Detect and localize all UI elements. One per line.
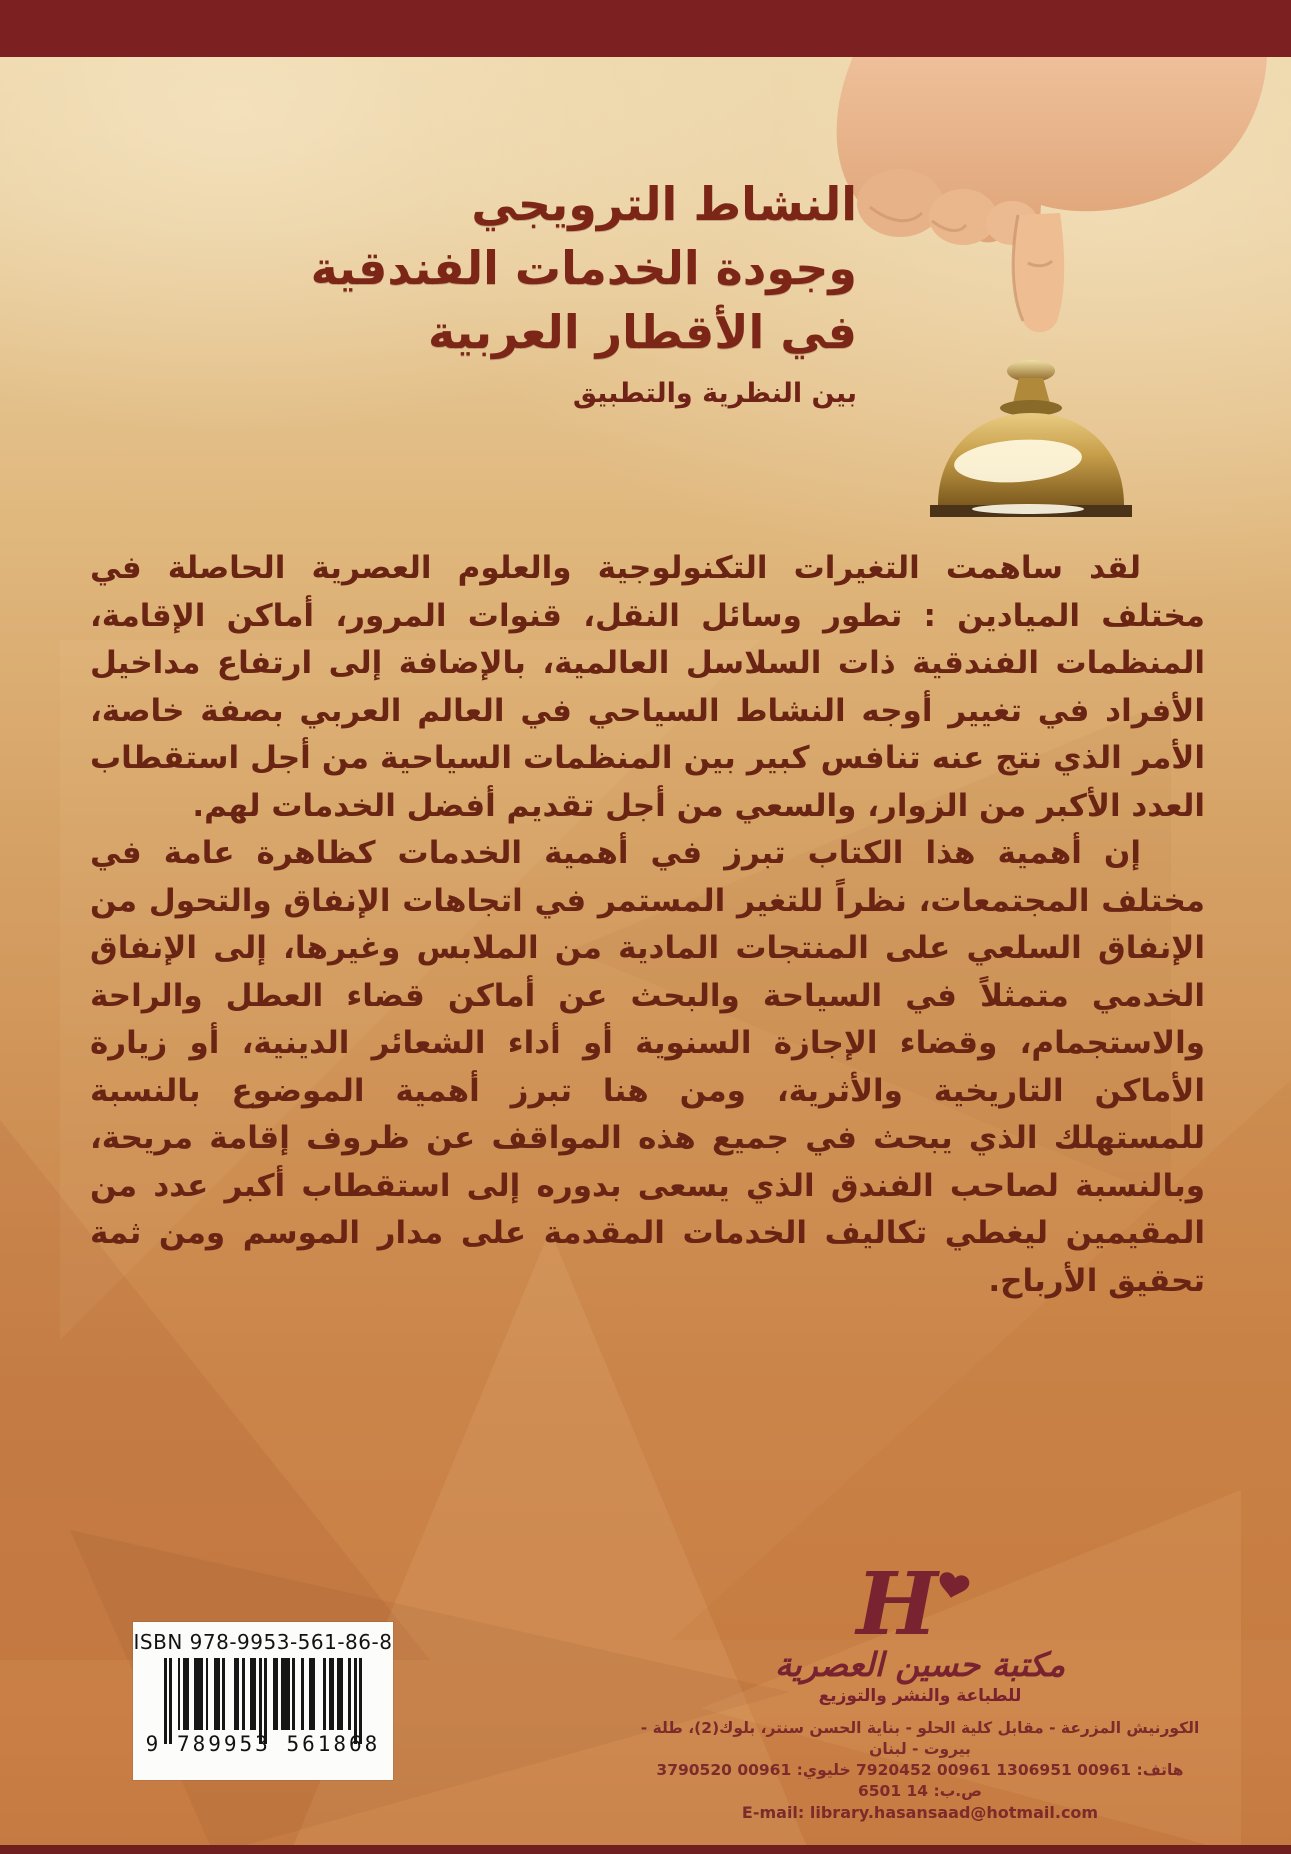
publisher-name: مكتبة حسين العصرية bbox=[774, 1645, 1066, 1684]
heart-icon bbox=[936, 1571, 970, 1601]
blurb-paragraph-2: إن أهمية هذا الكتاب تبرز في أهمية الخدمات كظاهرة عامة في مختلف المجتمعات، نظراً للتغير المستمر في اتجاهات الإنفاق والتحول من الإنفاق السلعي على المنتجات المادية من الملابس وغيرها، إلى الإنفاق الخدمي متمثلاً في السياحة والبحث عن أماكن قضاء العطل والراحة والاستجمام، وقضاء الإجازة السنوية أو أداء الشعائر الدينية، أو زيارة الأماكن التاريخية والأثرية، ومن هنا تبرز أهمية الموضوع بالنسبة للمستهلك الذي يبحث في جميع هذه المواقف عن ظروف إقامة مريحة، وبالنسبة لصاحب الفندق الذي يسعى بدوره إلى استقطاب أكبر عدد من المقيمين ليغطي تكاليف الخدمات المقدمة على مدار الموسم ومن ثمة تحقيق الأرباح. bbox=[90, 835, 1205, 1299]
top-band bbox=[0, 0, 1291, 57]
isbn-barcode-box bbox=[133, 1622, 393, 1780]
book-subtitle: بين النظرية والتطبيق bbox=[572, 378, 857, 409]
publisher-address: الكورنيش المزرعة - مقابل كلية الحلو - بناية الحسن سنتر، بلوك(2)، طلة - بيروت - لبنان bbox=[640, 1719, 1200, 1758]
blurb-paragraph-1: لقد ساهمت التغيرات التكنولوجية والعلوم العصرية الحاصلة في مختلف الميادين : تطور وسائل النقل، قنوات المرور، أماكن الإقامة، المنظمات الفندقية ذات السلاسل العالمية، بالإضافة إلى ارتفاع مداخيل الأفراد في تغيير أوجه النشاط السياحي في العالم العربي بصفة خاصة، الأمر الذي نتج عنه تنافس كبير بين المنظمات السياحية من أجل استقطاب العدد الأكبر من الزوار، والسعي من أجل تقديم أفضل الخدمات لهم. bbox=[90, 550, 1205, 824]
title-block bbox=[311, 172, 857, 409]
publisher-monogram-h: H bbox=[856, 1560, 938, 1646]
publisher-tagline: للطباعة والنشر والتوزيع bbox=[818, 1686, 1022, 1706]
publisher-block bbox=[640, 1560, 1200, 1823]
book-title-line-1: النشاط الترويجي bbox=[471, 177, 857, 231]
publisher-phones: هاتف: 00961 1306951 00961 7920452 خليوي: 00961 3790520 ص.ب: 14 6501 bbox=[656, 1761, 1184, 1800]
publisher-logo bbox=[835, 1560, 1005, 1646]
bottom-band bbox=[0, 1845, 1291, 1854]
service-bell-icon bbox=[930, 360, 1132, 517]
hand-photo bbox=[837, 57, 1267, 332]
book-title-line-2: وجودة الخدمات الفندقية bbox=[310, 241, 857, 295]
book-title-line-3: في الأقطار العربية bbox=[428, 305, 857, 359]
publisher-email: E-mail: library.hasansaad@hotmail.com bbox=[741, 1803, 1099, 1822]
barcode-digits: 9 789953 561868 bbox=[145, 1732, 381, 1756]
back-cover-blurb bbox=[90, 545, 1205, 1305]
isbn-label: ISBN 978-9953-561-86-8 bbox=[133, 1630, 393, 1654]
